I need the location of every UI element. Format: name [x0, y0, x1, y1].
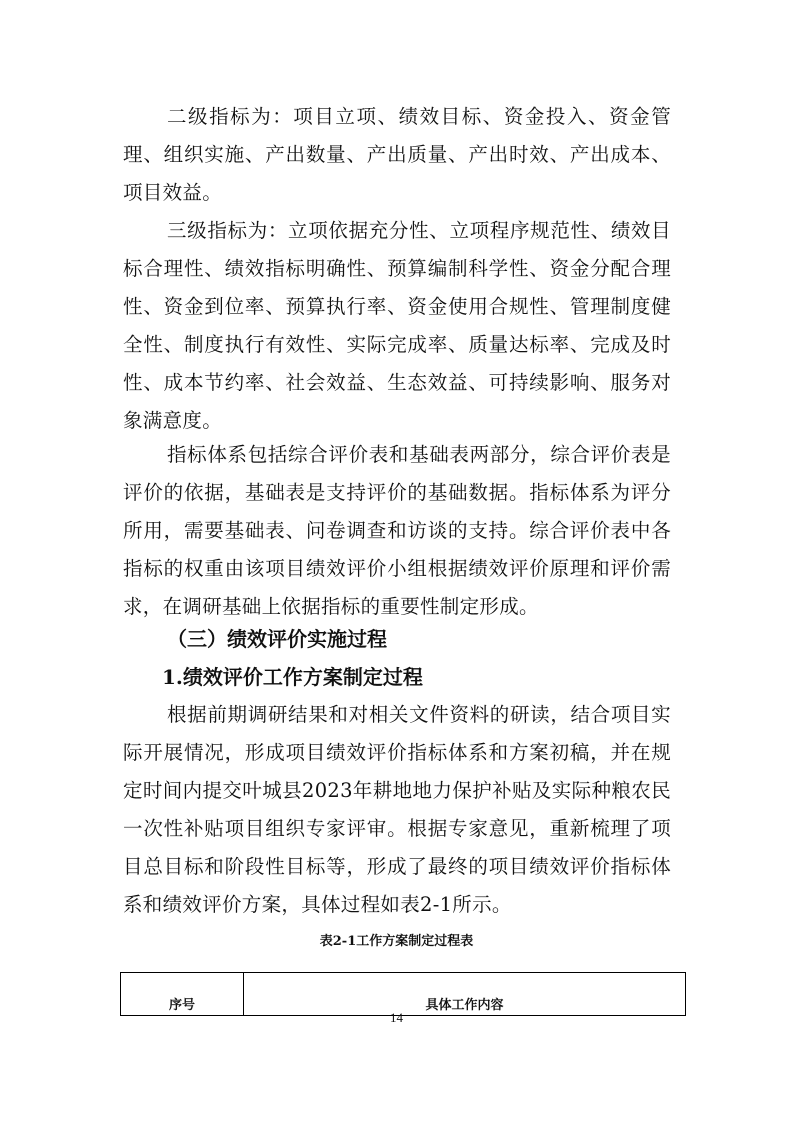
header-content: 具体工作内容	[244, 973, 686, 1016]
page-number: 14	[390, 1010, 403, 1025]
header-index: 序号	[121, 973, 244, 1016]
subsection-heading: 1.绩效评价工作方案制定过程	[162, 665, 423, 689]
paragraph-tertiary-indicators: 三级指标为：立项依据充分性、立项程序规范性、绩效目标合理性、绩效指标明确性、预算编制科学性、资金分配合理性、资金到位率、预算执行率、资金使用合规性、管理制度健全性、制度执行有效性、实际完成率、质量达标率、完成及时性、成本节约率、社会效益、生态效益、可持续影响、服务对象满意度。	[123, 219, 671, 432]
paragraph-indicator-system: 指标体系包括综合评价表和基础表两部分，综合评价表是评价的依据，基础表是支持评价的基础数据。指标体系为评分所用，需要基础表、问卷调查和访谈的支持。综合评价表中各指标的权重由该项目绩效评价小组根据绩效评价原理和评价需求，在调研基础上依据指标的重要性制定形成。	[123, 443, 671, 618]
table-caption: 表2-1工作方案制定过程表	[319, 934, 474, 949]
section-heading: （三）绩效评价实施过程	[167, 627, 387, 651]
paragraph-plan-process: 根据前期调研结果和对相关文件资料的研读，结合项目实际开展情况，形成项目绩效评价指标体系和方案初稿，并在规定时间内提交叶城县2023年耕地地力保护补贴及实际种粮农民一次性补贴项目组织专家评审。根据专家意见，重新梳理了项目总目标和阶段性目标等，形成了最终的项目绩效评价指标体系和绩效评价方案，具体过程如表2-1所示。	[123, 703, 671, 916]
paragraph-secondary-indicators: 二级指标为：项目立项、绩效目标、资金投入、资金管理、组织实施、产出数量、产出质量、产出时效、产出成本、项目效益。	[123, 105, 671, 204]
